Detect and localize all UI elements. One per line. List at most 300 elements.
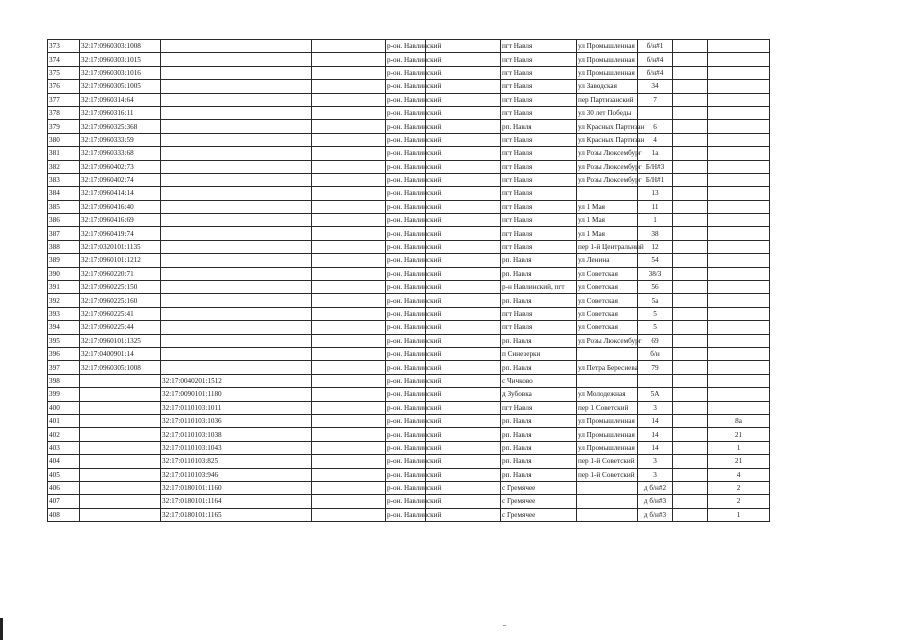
row-number-cell: 404 (48, 455, 80, 468)
table-row (48, 388, 770, 401)
settlement-cell: пгт Навля (501, 200, 577, 213)
row-number-cell: 392 (48, 294, 80, 307)
row-number-cell: 396 (48, 347, 80, 360)
extra-number-cell: 8а (708, 414, 770, 427)
house-number-cell: 56 (638, 281, 673, 294)
house-number-cell: Б/Н#1 (638, 173, 673, 186)
extra-number-cell (708, 200, 770, 213)
extra-number-cell (708, 347, 770, 360)
cadastral-number-alt-cell (161, 160, 312, 173)
extra-number-cell: 2 (708, 481, 770, 494)
house-number-cell: б/н#1 (638, 40, 673, 53)
region-cell: р-он. Навлинский (386, 334, 426, 347)
cadastral-number-alt-cell: 32:17:0110103:946 (161, 468, 312, 481)
cadastral-number-cell: 32:17:0960333:68 (80, 147, 161, 160)
region-cell: р-он. Навлинский (386, 321, 426, 334)
empty-cell (673, 53, 708, 66)
extra-number-cell: 4 (708, 468, 770, 481)
cadastral-number-cell: 32:17:0960220:71 (80, 267, 161, 280)
cadastral-number-alt-cell (161, 80, 312, 93)
row-number-cell: 381 (48, 147, 80, 160)
cadastral-number-cell (80, 428, 161, 441)
table-row (48, 227, 770, 240)
region-cell: р-он. Навлинский (386, 106, 426, 119)
region-cell: р-он. Навлинский (386, 147, 426, 160)
settlement-cell: пгт Навля (501, 147, 577, 160)
table-row (48, 361, 770, 374)
settlement-cell: с Чичково (501, 374, 577, 387)
settlement-cell: пгт Навля (501, 173, 577, 186)
table-row (48, 187, 770, 200)
table-row (48, 481, 770, 494)
cadastral-number-cell: 32:17:0960225:150 (80, 281, 161, 294)
table-row (48, 267, 770, 280)
cadastral-number-cell: 32:17:0960402:73 (80, 160, 161, 173)
street-cell: пер 1-й Советский (577, 455, 638, 468)
empty-cell (312, 508, 386, 521)
region-cell: р-он. Навлинский (386, 227, 426, 240)
street-cell: ул Советская (577, 307, 638, 320)
table-row (48, 401, 770, 414)
empty-cell (312, 428, 386, 441)
table-row (48, 347, 770, 360)
extra-number-cell (708, 106, 770, 119)
cadastral-number-alt-cell (161, 120, 312, 133)
settlement-cell: пгт Навля (501, 321, 577, 334)
region-cell: р-он. Навлинский (386, 401, 426, 414)
cadastral-number-cell: 32:17:0960416:40 (80, 200, 161, 213)
settlement-cell: рп. Навля (501, 468, 577, 481)
region-cell: р-он. Навлинский (386, 481, 426, 494)
empty-cell (673, 307, 708, 320)
cadastral-number-cell: 32:17:0960333:59 (80, 133, 161, 146)
empty-cell (312, 187, 386, 200)
empty-cell (673, 374, 708, 387)
row-number-cell: 393 (48, 307, 80, 320)
region-cell: р-он. Навлинский (386, 347, 426, 360)
cadastral-number-alt-cell: 32:17:0110103:1036 (161, 414, 312, 427)
empty-cell (673, 495, 708, 508)
house-number-cell: 3 (638, 401, 673, 414)
cadastral-number-alt-cell (161, 227, 312, 240)
cadastral-number-alt-cell (161, 147, 312, 160)
cadastral-number-alt-cell: 32:17:0110103:1011 (161, 401, 312, 414)
house-number-cell: 7 (638, 93, 673, 106)
settlement-cell: пгт Навля (501, 106, 577, 119)
street-cell: ул Розы Люксембург (577, 160, 638, 173)
settlement-cell: рп. Навля (501, 120, 577, 133)
table-row (48, 495, 770, 508)
settlement-cell: рп. Навля (501, 294, 577, 307)
house-number-cell: 79 (638, 361, 673, 374)
settlement-cell: пгт Навля (501, 160, 577, 173)
street-cell (577, 187, 638, 200)
cadastral-number-cell (80, 388, 161, 401)
house-number-cell: 34 (638, 80, 673, 93)
empty-cell (673, 147, 708, 160)
empty-cell (673, 508, 708, 521)
table-row (48, 80, 770, 93)
region-cell: р-он. Навлинский (386, 133, 426, 146)
empty-cell (312, 334, 386, 347)
row-number-cell: 384 (48, 187, 80, 200)
street-cell: ул Промышленная (577, 40, 638, 53)
street-cell: ул Розы Люксембург (577, 173, 638, 186)
settlement-cell: пгт Навля (501, 80, 577, 93)
street-cell: ул 1 Мая (577, 214, 638, 227)
cadastral-number-alt-cell (161, 53, 312, 66)
empty-cell (312, 147, 386, 160)
table-row (48, 428, 770, 441)
row-number-cell: 378 (48, 106, 80, 119)
table-row (48, 147, 770, 160)
table-row (48, 66, 770, 79)
row-number-cell: 388 (48, 240, 80, 253)
cadastral-number-cell (80, 414, 161, 427)
settlement-cell: пгт Навля (501, 53, 577, 66)
empty-cell (673, 414, 708, 427)
table-row (48, 455, 770, 468)
street-cell (577, 495, 638, 508)
house-number-cell: Б/Н#3 (638, 160, 673, 173)
scan-dust-mark (503, 625, 506, 626)
extra-number-cell: 21 (708, 455, 770, 468)
row-number-cell: 379 (48, 120, 80, 133)
table-row (48, 321, 770, 334)
cadastral-number-alt-cell (161, 254, 312, 267)
house-number-cell: б/н#4 (638, 66, 673, 79)
street-cell: ул Молодежная (577, 388, 638, 401)
region-cell: р-он. Навлинский (386, 267, 426, 280)
extra-number-cell (708, 133, 770, 146)
table-row (48, 160, 770, 173)
empty-cell (312, 53, 386, 66)
property-registry-table (47, 39, 770, 522)
street-cell: ул Промышленная (577, 414, 638, 427)
street-cell: ул Красных Партизан (577, 133, 638, 146)
region-cell: р-он. Навлинский (386, 441, 426, 454)
cadastral-number-cell: 32:17:0400901:14 (80, 347, 161, 360)
empty-cell (312, 307, 386, 320)
extra-number-cell (708, 374, 770, 387)
empty-cell (312, 414, 386, 427)
cadastral-number-alt-cell: 32:17:0110103:1038 (161, 428, 312, 441)
table-row (48, 441, 770, 454)
house-number-cell: д б/н#3 (638, 508, 673, 521)
row-number-cell: 377 (48, 93, 80, 106)
row-number-cell: 405 (48, 468, 80, 481)
empty-cell (312, 388, 386, 401)
region-cell: р-он. Навлинский (386, 294, 426, 307)
region-cell: р-он. Навлинский (386, 93, 426, 106)
cadastral-number-cell: 32:17:0960414:14 (80, 187, 161, 200)
extra-number-cell (708, 227, 770, 240)
table-row (48, 414, 770, 427)
empty-cell (312, 281, 386, 294)
extra-number-cell (708, 66, 770, 79)
empty-cell (673, 481, 708, 494)
region-cell: р-он. Навлинский (386, 40, 426, 53)
region-cell: р-он. Навлинский (386, 254, 426, 267)
region-cell: р-он. Навлинский (386, 240, 426, 253)
cadastral-number-alt-cell (161, 267, 312, 280)
house-number-cell: 14 (638, 441, 673, 454)
empty-cell (312, 106, 386, 119)
empty-cell (312, 401, 386, 414)
settlement-cell: с Гремячее (501, 508, 577, 521)
street-cell: ул Заводская (577, 80, 638, 93)
table-row (48, 240, 770, 253)
row-number-cell: 399 (48, 388, 80, 401)
cadastral-number-alt-cell (161, 93, 312, 106)
row-number-cell: 403 (48, 441, 80, 454)
cadastral-number-cell: 32:17:0960416:69 (80, 214, 161, 227)
table-row (48, 254, 770, 267)
street-cell: ул Промышленная (577, 53, 638, 66)
settlement-cell: рп. Навля (501, 428, 577, 441)
row-number-cell: 390 (48, 267, 80, 280)
street-cell: пер Партизанский (577, 93, 638, 106)
cadastral-number-cell: 32:17:0960101:1325 (80, 334, 161, 347)
table-row (48, 294, 770, 307)
empty-cell (673, 347, 708, 360)
empty-cell (673, 401, 708, 414)
street-cell: ул 1 Мая (577, 227, 638, 240)
region-cell: р-он. Навлинский (386, 361, 426, 374)
empty-cell (673, 468, 708, 481)
empty-cell (312, 173, 386, 186)
empty-cell (673, 455, 708, 468)
empty-cell (312, 468, 386, 481)
cadastral-number-alt-cell: 32:17:0180101:1160 (161, 481, 312, 494)
cadastral-number-alt-cell (161, 106, 312, 119)
empty-cell (673, 361, 708, 374)
house-number-cell: 6 (638, 120, 673, 133)
empty-cell (312, 66, 386, 79)
cadastral-number-alt-cell (161, 281, 312, 294)
cadastral-number-alt-cell (161, 187, 312, 200)
empty-cell (312, 80, 386, 93)
cadastral-number-alt-cell (161, 40, 312, 53)
region-cell: р-он. Навлинский (386, 173, 426, 186)
cadastral-number-cell: 32:17:0960303:1016 (80, 66, 161, 79)
empty-cell (312, 214, 386, 227)
row-number-cell: 385 (48, 200, 80, 213)
empty-cell (312, 481, 386, 494)
settlement-cell: рп. Навля (501, 455, 577, 468)
house-number-cell: 5 (638, 321, 673, 334)
cadastral-number-cell: 32:17:0960314:64 (80, 93, 161, 106)
house-number-cell (638, 106, 673, 119)
extra-number-cell: 2 (708, 495, 770, 508)
empty-cell (312, 254, 386, 267)
street-cell: ул Советская (577, 281, 638, 294)
house-number-cell: 11 (638, 200, 673, 213)
row-number-cell: 408 (48, 508, 80, 521)
street-cell: ул Советская (577, 294, 638, 307)
extra-number-cell: 1 (708, 508, 770, 521)
house-number-cell: 14 (638, 428, 673, 441)
empty-cell (673, 388, 708, 401)
cadastral-number-cell: 32:17:0960303:1015 (80, 53, 161, 66)
house-number-cell: д б/н#2 (638, 481, 673, 494)
region-cell: р-он. Навлинский (386, 414, 426, 427)
region-cell: р-он. Навлинский (386, 455, 426, 468)
cadastral-number-alt-cell (161, 214, 312, 227)
settlement-cell: пгт Навля (501, 93, 577, 106)
cadastral-number-cell: 32:17:0960419:74 (80, 227, 161, 240)
cadastral-number-cell: 32:17:0960402:74 (80, 173, 161, 186)
empty-cell (673, 267, 708, 280)
row-number-cell: 397 (48, 361, 80, 374)
empty-cell (312, 347, 386, 360)
extra-number-cell (708, 401, 770, 414)
empty-cell (673, 334, 708, 347)
settlement-cell: рп. Навля (501, 267, 577, 280)
scan-edge-mark (0, 618, 3, 640)
street-cell: пер 1-й Центральный (577, 240, 638, 253)
table-body (48, 40, 770, 522)
cadastral-number-alt-cell (161, 307, 312, 320)
region-cell: р-он. Навлинский (386, 388, 426, 401)
settlement-cell: р-н Навлинский, пгт (501, 281, 577, 294)
settlement-cell: пгт Навля (501, 307, 577, 320)
table-row (48, 120, 770, 133)
region-cell: р-он. Навлинский (386, 80, 426, 93)
house-number-cell: 54 (638, 254, 673, 267)
empty-cell (673, 120, 708, 133)
empty-cell (673, 227, 708, 240)
street-cell: ул Советская (577, 321, 638, 334)
table-row (48, 307, 770, 320)
settlement-cell: пгт Навля (501, 66, 577, 79)
street-cell: ул Промышленная (577, 66, 638, 79)
settlement-cell: пгт Навля (501, 187, 577, 200)
house-number-cell: 5 (638, 307, 673, 320)
empty-cell (673, 66, 708, 79)
street-cell: ул Розы Люксембург (577, 334, 638, 347)
empty-cell (312, 455, 386, 468)
empty-cell (673, 214, 708, 227)
street-cell: ул Ленина (577, 254, 638, 267)
empty-cell (312, 495, 386, 508)
extra-number-cell (708, 361, 770, 374)
empty-cell (312, 93, 386, 106)
house-number-cell: 38 (638, 227, 673, 240)
empty-cell (673, 93, 708, 106)
empty-cell (312, 200, 386, 213)
region-cell: р-он. Навлинский (386, 508, 426, 521)
extra-number-cell (708, 147, 770, 160)
cadastral-number-cell: 32:17:0960316:11 (80, 106, 161, 119)
region-cell: р-он. Навлинский (386, 53, 426, 66)
street-cell (577, 374, 638, 387)
street-cell: ул Розы Люксембург (577, 147, 638, 160)
empty-cell (312, 160, 386, 173)
house-number-cell (638, 374, 673, 387)
extra-number-cell (708, 388, 770, 401)
table-row (48, 281, 770, 294)
region-cell: р-он. Навлинский (386, 187, 426, 200)
cadastral-number-alt-cell (161, 347, 312, 360)
cadastral-number-alt-cell: 32:17:0090101:1180 (161, 388, 312, 401)
empty-cell (673, 133, 708, 146)
table-row (48, 173, 770, 186)
row-number-cell: 402 (48, 428, 80, 441)
extra-number-cell (708, 53, 770, 66)
region-cell: р-он. Навлинский (386, 200, 426, 213)
region-cell: р-он. Навлинский (386, 428, 426, 441)
table-row (48, 214, 770, 227)
row-number-cell: 389 (48, 254, 80, 267)
house-number-cell: 13 (638, 187, 673, 200)
empty-cell (673, 173, 708, 186)
extra-number-cell (708, 240, 770, 253)
cadastral-number-cell: 32:17:0960325:368 (80, 120, 161, 133)
row-number-cell: 395 (48, 334, 80, 347)
settlement-cell: пгт Навля (501, 133, 577, 146)
house-number-cell: 1 (638, 214, 673, 227)
row-number-cell: 374 (48, 53, 80, 66)
document-page (47, 39, 770, 522)
empty-cell (312, 240, 386, 253)
cadastral-number-alt-cell (161, 361, 312, 374)
table-row (48, 40, 770, 53)
house-number-cell: 3 (638, 455, 673, 468)
house-number-cell: 3 (638, 468, 673, 481)
row-number-cell: 406 (48, 481, 80, 494)
house-number-cell: 69 (638, 334, 673, 347)
empty-cell (312, 294, 386, 307)
region-cell: р-он. Навлинский (386, 281, 426, 294)
settlement-cell: с Гремячее (501, 495, 577, 508)
row-number-cell: 382 (48, 160, 80, 173)
row-number-cell: 383 (48, 173, 80, 186)
extra-number-cell: 21 (708, 428, 770, 441)
cadastral-number-cell (80, 374, 161, 387)
cadastral-number-alt-cell (161, 294, 312, 307)
cadastral-number-cell: 32:17:0960225:160 (80, 294, 161, 307)
street-cell: ул Промышленная (577, 428, 638, 441)
empty-cell (673, 294, 708, 307)
empty-cell (312, 227, 386, 240)
cadastral-number-cell (80, 455, 161, 468)
extra-number-cell (708, 93, 770, 106)
cadastral-number-alt-cell (161, 200, 312, 213)
empty-cell (673, 160, 708, 173)
street-cell (577, 481, 638, 494)
table-row (48, 468, 770, 481)
house-number-cell: б/н (638, 347, 673, 360)
cadastral-number-alt-cell: 32:17:0040201:1512 (161, 374, 312, 387)
cadastral-number-cell: 32:17:0320101:1135 (80, 240, 161, 253)
house-number-cell: 14 (638, 414, 673, 427)
extra-number-cell (708, 321, 770, 334)
cadastral-number-alt-cell (161, 133, 312, 146)
street-cell: ул Промышленная (577, 441, 638, 454)
house-number-cell: 38/3 (638, 267, 673, 280)
row-number-cell: 391 (48, 281, 80, 294)
extra-number-cell (708, 294, 770, 307)
house-number-cell: д б/н#3 (638, 495, 673, 508)
empty-cell (673, 321, 708, 334)
house-number-cell: б/н#4 (638, 53, 673, 66)
empty-cell (673, 80, 708, 93)
settlement-cell: п Синезерки (501, 347, 577, 360)
row-number-cell: 386 (48, 214, 80, 227)
street-cell (577, 508, 638, 521)
empty-cell (673, 240, 708, 253)
